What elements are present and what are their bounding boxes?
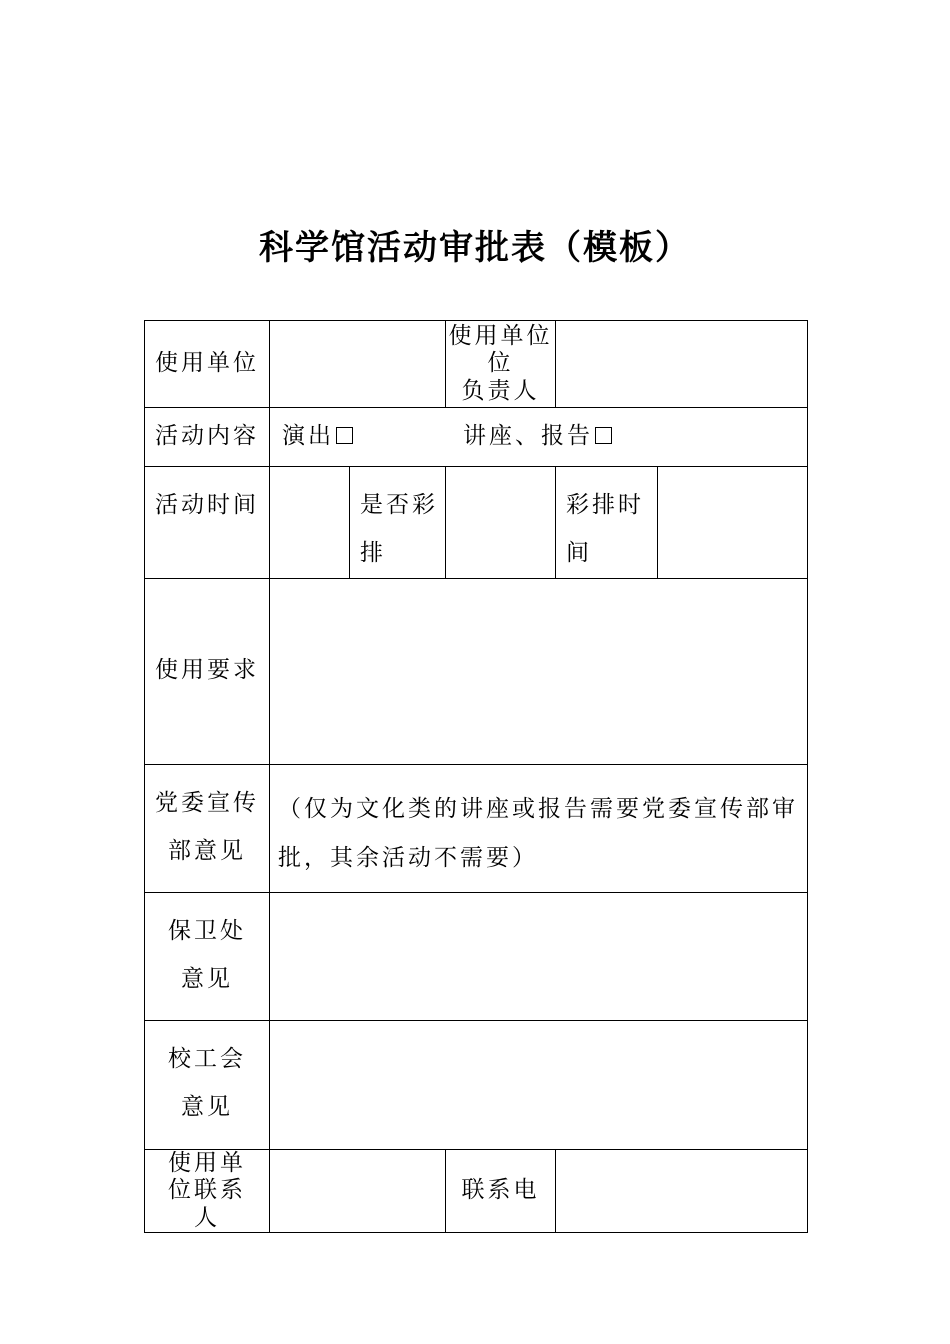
label-unit-leader: 使用单位 位 负责人 [446,321,556,408]
label-unit: 使用单位 [145,321,270,408]
row-security [145,892,808,1020]
checkbox-lecture[interactable] [595,427,612,444]
approval-form-table [144,320,808,1233]
row-time [145,467,808,579]
field-rehearsal-time[interactable] [658,467,808,579]
field-rehearsal[interactable] [446,467,556,579]
label-security: 保卫处意见 [145,892,270,1020]
field-phone[interactable] [556,1149,808,1233]
label-union: 校工会意见 [145,1020,270,1149]
label-content: 活动内容 [145,408,270,467]
form-title: 科学馆活动审批表（模板） [259,228,691,268]
label-time: 活动时间 [145,467,270,579]
label-rehearsal: 是否彩排 [350,467,446,579]
label-contact: 使用单位联系人 [145,1149,270,1233]
row-contact [145,1149,808,1233]
option-lecture-label: 讲座、报告 [463,423,593,450]
label-rehearsal-time: 彩排时间 [556,467,658,579]
row-unit [145,321,808,408]
field-contact[interactable] [270,1149,446,1233]
row-content [145,408,808,467]
label-requirements: 使用要求 [145,578,270,764]
checkbox-performance[interactable] [336,427,353,444]
field-union[interactable] [270,1020,808,1149]
label-phone: 联系电 [446,1149,556,1233]
field-unit[interactable] [270,321,446,408]
field-time[interactable] [270,467,350,579]
field-party-note: （仅为文化类的讲座或报告需要党委宣传部审批，其余活动不需要） [270,764,808,892]
field-unit-leader[interactable] [556,321,808,408]
field-security[interactable] [270,892,808,1020]
field-content [270,408,808,467]
row-requirements [145,578,808,764]
label-party: 党委宣传部意见 [145,764,270,892]
option-performance-label: 演出 [282,423,334,450]
row-party [145,764,808,892]
field-requirements[interactable] [270,578,808,764]
row-union [145,1020,808,1149]
